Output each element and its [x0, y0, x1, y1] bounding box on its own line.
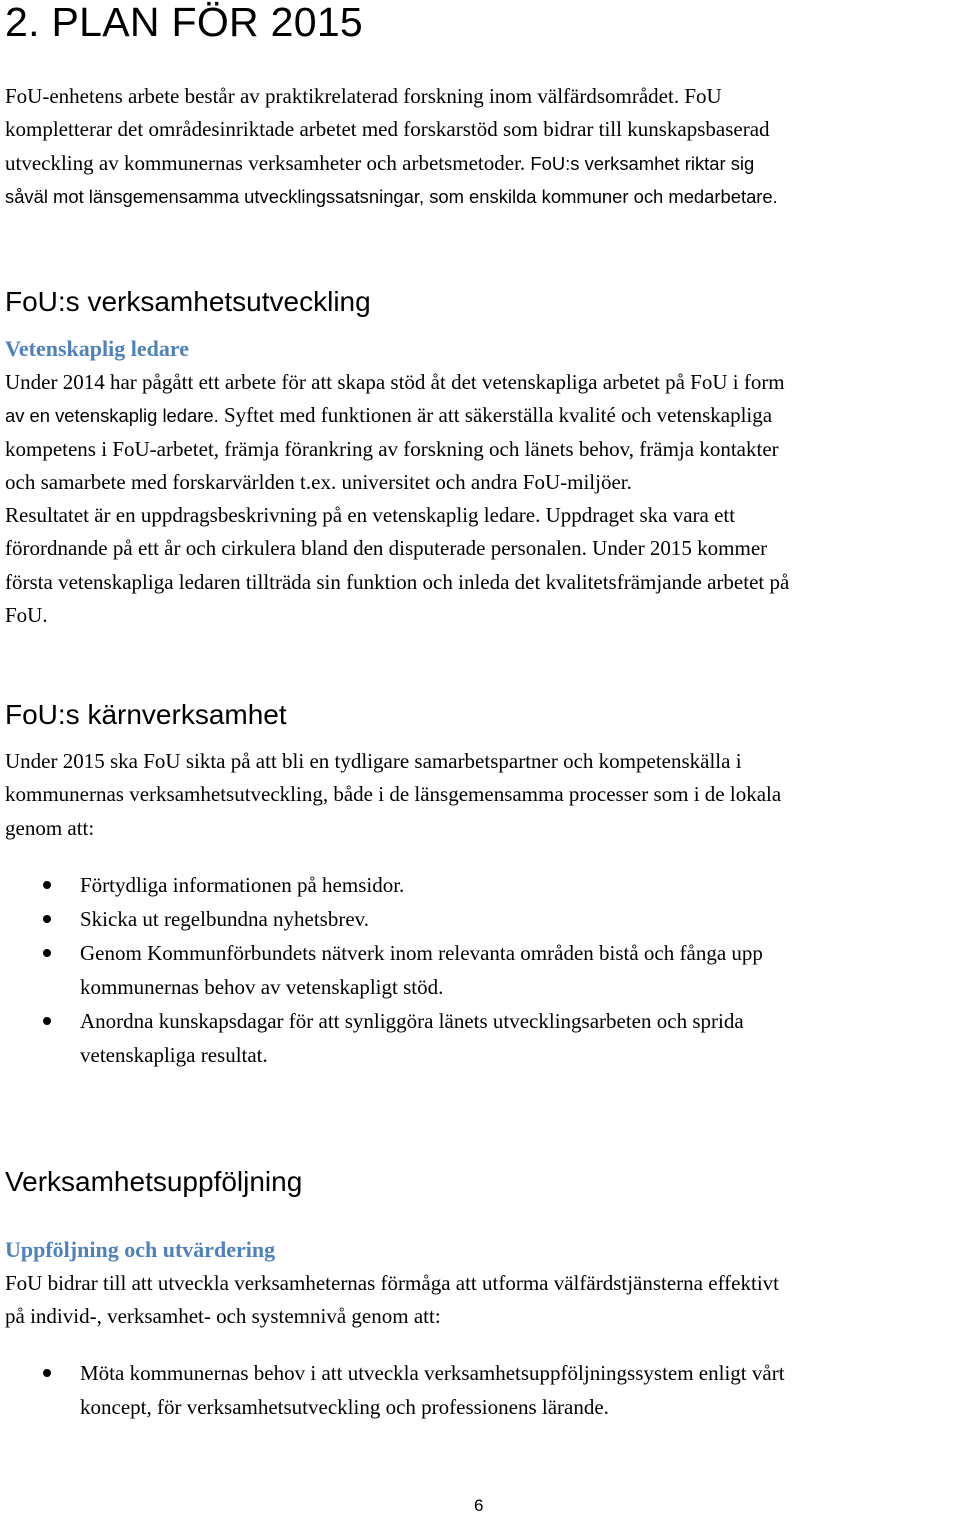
bullet-text: vetenskapliga resultat. [80, 1043, 268, 1067]
intro-line: FoU-enhetens arbete består av praktikrelaterad forskning inom välfärdsområdet. FoU [5, 84, 722, 108]
intro-text-sans: FoU:s verksamhet riktar sig [530, 152, 755, 174]
bullet-icon [43, 881, 51, 889]
section-1-paragraph [5, 366, 950, 632]
paragraph-line: på individ-, verksamhet- och systemnivå genom att: [5, 1304, 441, 1329]
section-2-bullet-list [5, 868, 950, 1072]
paragraph-line: första vetenskapliga ledaren tillträda sin funktion och inleda det kvalitetsfrämjande arbetet på [5, 569, 790, 594]
paragraph-line: förordnande på ett år och cirkulera bland den disputerade personalen. Under 2015 kommer [5, 536, 768, 561]
paragraph-line: genom att: [5, 815, 95, 840]
paragraph-line: kommunernas verksamhetsutveckling, både i de länsgemensamma processer som i de lokala [5, 782, 782, 807]
intro-paragraph [5, 80, 950, 213]
bullet-text: Förtydliga informationen på hemsidor. [80, 873, 405, 897]
bullet-item [5, 1004, 950, 1072]
section-heading-verksamhetsuppfoljning: Verksamhetsuppföljning [5, 1166, 303, 1197]
intro-line-sans: såväl mot länsgemensamma utvecklingssatsningar, som enskilda kommuner och medarbetare. [5, 185, 778, 207]
bullet-icon [43, 1017, 51, 1025]
bullet-text: Genom Kommunförbundets nätverk inom relevanta områden bistå och fånga upp [80, 941, 763, 965]
paragraph-line [5, 399, 950, 432]
intro-line: kompletterar det områdesinriktade arbetet med forskarstöd som bidrar till kunskapsbaserad [5, 117, 770, 142]
intro-line [5, 147, 950, 180]
bullet-text: Möta kommunernas behov i att utveckla verksamhetsuppföljningssystem enligt vårt [80, 1361, 785, 1385]
subheading-vetenskaplig-ledare: Vetenskaplig ledare [5, 336, 189, 361]
bullet-text: Anordna kunskapsdagar för att synliggöra länets utvecklingsarbeten och sprida [80, 1009, 744, 1033]
section-heading-verksamhetsutveckling: FoU:s verksamhetsutveckling [5, 286, 371, 317]
paragraph-line: FoU bidrar till att utveckla verksamheternas förmåga att utforma välfärdstjänsterna effektivt [5, 1271, 779, 1295]
bullet-text: koncept, för verksamhetsutveckling och professionens lärande. [80, 1395, 609, 1419]
paragraph-text-sans: av en vetenskaplig ledare. [5, 405, 219, 427]
paragraph-text-serif: Syftet med funktionen är att säkerställa kvalité och vetenskapliga [223, 403, 773, 428]
bullet-item [5, 868, 950, 902]
bullet-item [5, 1356, 950, 1424]
bullet-item [5, 936, 950, 1004]
intro-text-serif: utveckling av kommunernas verksamheter och arbetsmetoder. [5, 150, 526, 175]
paragraph-line: Under 2015 ska FoU sikta på att bli en tydligare samarbetspartner och kompetenskälla i [5, 749, 742, 773]
section-3-bullet-list [5, 1356, 950, 1424]
bullet-icon [43, 915, 51, 923]
subheading-uppfoljning-och-utvardering: Uppföljning och utvärdering [5, 1237, 276, 1262]
bullet-icon [43, 949, 51, 957]
paragraph-line: FoU. [5, 603, 48, 628]
page-number: 6 [474, 1496, 484, 1515]
section-3-paragraph [5, 1267, 950, 1334]
bullet-icon [43, 1369, 51, 1377]
bullet-item [5, 902, 950, 936]
chapter-heading: 2. PLAN FÖR 2015 [5, 0, 364, 45]
section-heading-karnverksamhet: FoU:s kärnverksamhet [5, 699, 287, 730]
paragraph-line: Under 2014 har pågått ett arbete för att skapa stöd åt det vetenskapliga arbetet på FoU i form [5, 370, 785, 394]
paragraph-line: och samarbete med forskarvärlden t.ex. universitet och andra FoU-miljöer. [5, 469, 632, 494]
bullet-text: Skicka ut regelbundna nyhetsbrev. [80, 907, 370, 931]
bullet-text: kommunernas behov av vetenskapligt stöd. [80, 975, 444, 999]
section-2-paragraph [5, 745, 950, 845]
paragraph-line: Resultatet är en uppdragsbeskrivning på en vetenskaplig ledare. Uppdraget ska vara ett [5, 503, 736, 528]
paragraph-line: kompetens i FoU-arbetet, främja förankring av forskning och länets behov, främja kontakter [5, 436, 779, 461]
